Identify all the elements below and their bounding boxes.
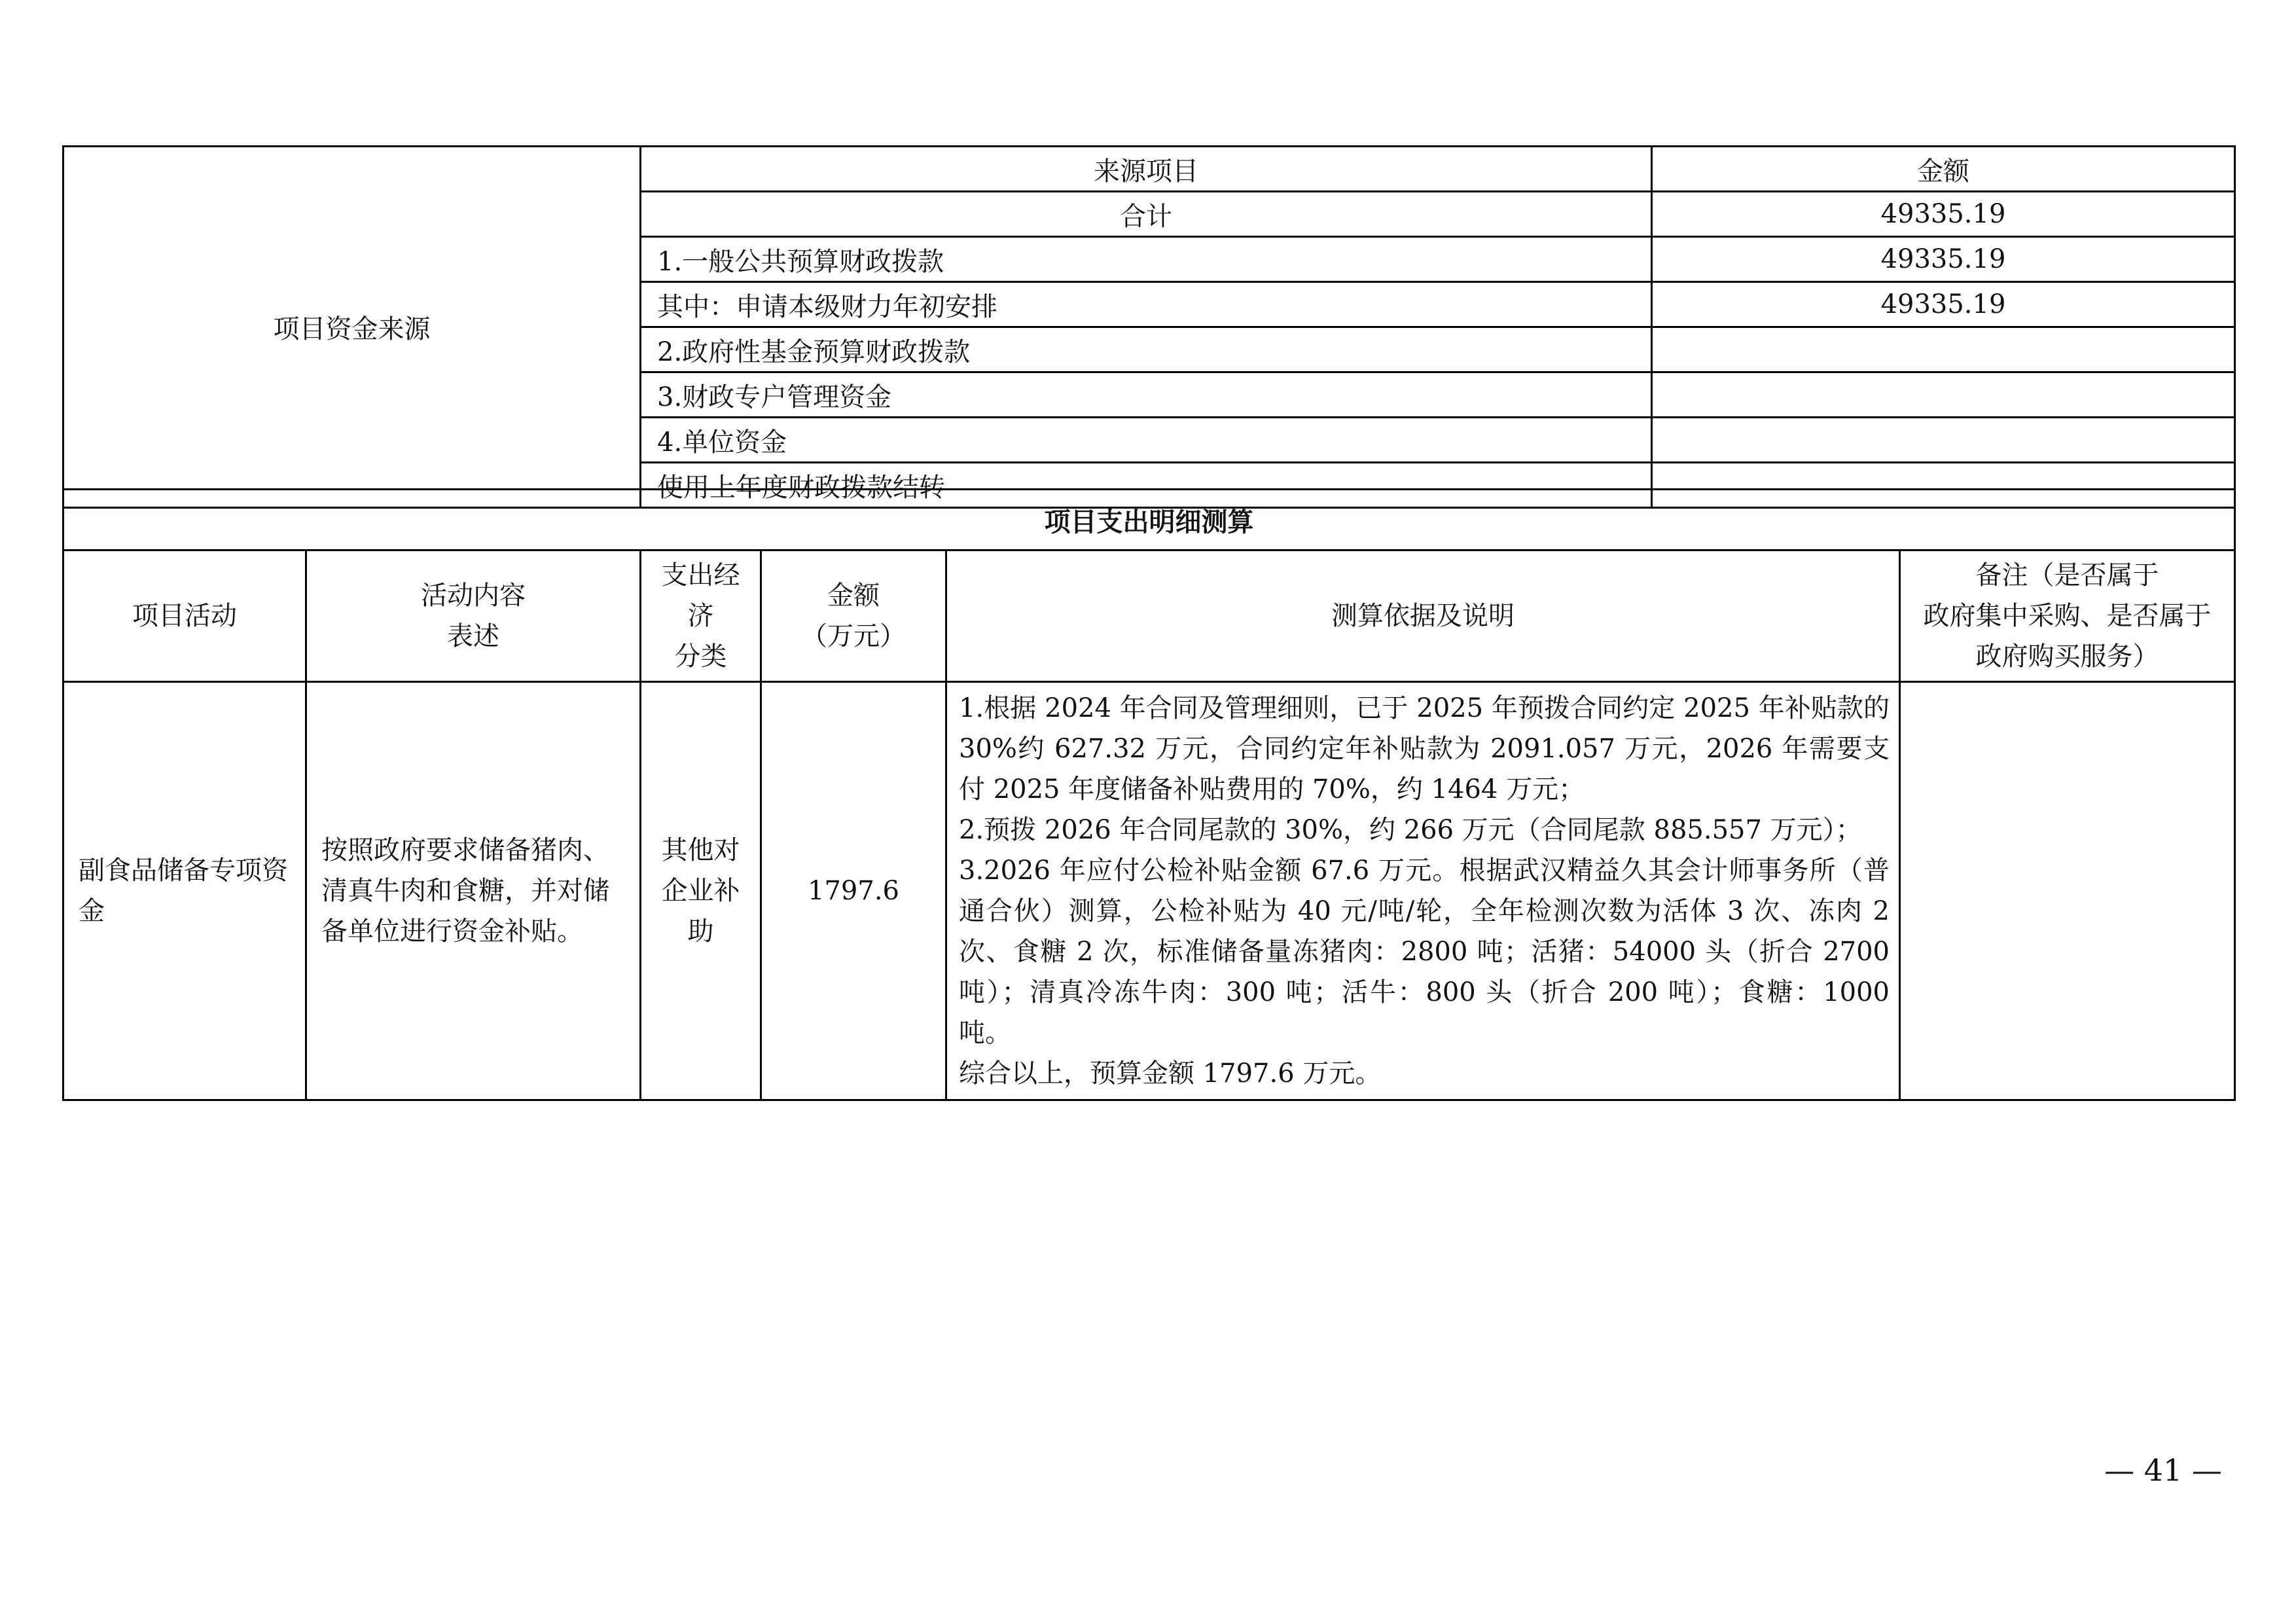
header-basis: 测算依据及说明 bbox=[946, 550, 1900, 682]
header-economic-class: 支出经 济 分类 bbox=[641, 550, 761, 682]
funding-amount-cell bbox=[1652, 327, 2235, 372]
basis-paragraph: 3.2026 年应付公检补贴金额 67.6 万元。根据武汉精益久其会计师事务所（普通合伙）测算，公检补贴为 40 元/吨/轮，全年检测次数为活体 3 次、冻肉 2 次、食糖 2 次，标准储备量冻猪肉：2800 吨；活猪：54000 头（折合 2700 吨）；清真冷冻牛肉：300 吨；活牛：800 头（折合 200 吨）；食糖：1000 吨。 bbox=[959, 856, 1890, 1048]
economic-class-cell: 其他对企业补助 bbox=[641, 682, 761, 1100]
funding-amount-cell: 49335.19 bbox=[1652, 237, 2235, 282]
page-number: — 41 — bbox=[2104, 1453, 2222, 1488]
funding-amount-cell bbox=[1652, 418, 2235, 463]
funding-source-cell: 1.一般公共预算财政拨款 bbox=[641, 237, 1652, 282]
basis-paragraph: 2.预拨 2026 年合同尾款的 30%，约 266 万元（合同尾款 885.557 万元）； bbox=[959, 815, 1862, 845]
funding-source-cell: 使用上年度财政拨款结转 bbox=[641, 463, 1652, 508]
content-cell: 按照政府要求储备猪肉、清真牛肉和食糖，并对储备单位进行资金补贴。 bbox=[306, 682, 641, 1100]
basis-paragraph: 1.根据 2024 年合同及管理细则，已于 2025 年预拨合同约定 2025 年补贴款的 30%约 627.32 万元，合同约定年补贴款为 2091.057 万元，2026 年需要支付 2025 年度储备补贴费用的 70%，约 1464 万元； bbox=[959, 693, 1890, 804]
header-amount: 金额 （万元） bbox=[761, 550, 946, 682]
funding-source-cell: 其中：申请本级财力年初安排 bbox=[641, 282, 1652, 327]
detail-section-title: 项目支出明细测算 bbox=[63, 490, 2235, 550]
funding-source-table bbox=[62, 145, 2236, 509]
header-activity: 项目活动 bbox=[63, 550, 306, 682]
funding-amount-cell: 49335.19 bbox=[1652, 192, 2235, 237]
basis-cell bbox=[946, 682, 1900, 1100]
funding-section-label: 项目资金来源 bbox=[63, 147, 641, 508]
header-content: 活动内容 表述 bbox=[306, 550, 641, 682]
detail-data-row bbox=[63, 682, 2235, 1100]
activity-cell: 副食品储备专项资金 bbox=[63, 682, 306, 1100]
header-remark: 备注（是否属于 政府集中采购、是否属于 政府购买服务） bbox=[1900, 550, 2235, 682]
amount-cell: 1797.6 bbox=[761, 682, 946, 1100]
funding-header-amount: 金额 bbox=[1652, 147, 2235, 192]
remark-cell bbox=[1900, 682, 2235, 1100]
basis-paragraph: 综合以上，预算金额 1797.6 万元。 bbox=[959, 1058, 1382, 1089]
funding-amount-cell: 49335.19 bbox=[1652, 282, 2235, 327]
funding-source-cell: 合计 bbox=[641, 192, 1652, 237]
funding-amount-cell bbox=[1652, 372, 2235, 418]
detail-header-row bbox=[63, 550, 2235, 682]
funding-header-source: 来源项目 bbox=[641, 147, 1652, 192]
funding-source-cell: 3.财政专户管理资金 bbox=[641, 372, 1652, 418]
funding-source-cell: 4.单位资金 bbox=[641, 418, 1652, 463]
funding-source-cell: 2.政府性基金预算财政拨款 bbox=[641, 327, 1652, 372]
expenditure-detail-table bbox=[62, 488, 2236, 1101]
